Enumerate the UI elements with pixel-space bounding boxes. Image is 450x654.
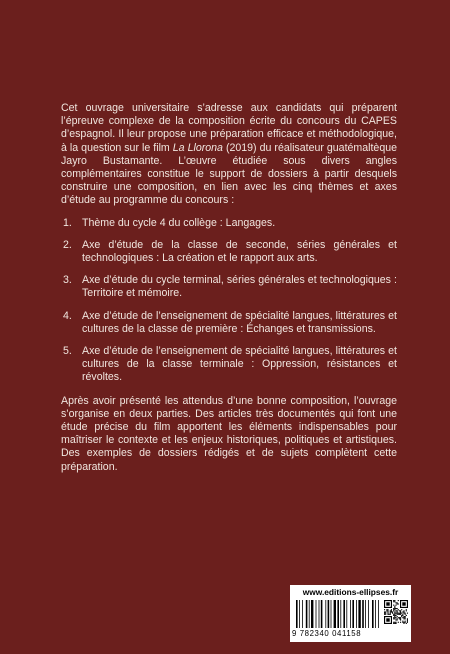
publisher-website: www.editions-ellipses.fr [302, 587, 399, 597]
list-item: 5. Axe d’étude de l’enseignement de spécialité langues, littératures et cultures de la classe terminale : Oppression, résistances et révoltes. [63, 345, 397, 384]
barcode-panel [290, 585, 411, 642]
list-item: 3. Axe d’étude du cycle terminal, séries générales et technologiques : Territoire et mémoire. [63, 274, 397, 300]
list-item: 2. Axe d’étude de la classe de seconde, séries générales et technologiques : La création et le rapport aux arts. [63, 238, 397, 265]
intro-paragraph: Cet ouvrage universitaire s’adresse aux candidats qui préparent l’épreuve complexe de la composition écrite du concours du CAPES d’espagnol. Il leur propose une préparation efficace et méthodologique, à la question sur le film La Llorona (2019) du réalisateur guatémaltèque Jayro Bustamante. L’œuvre étudiée sous divers angles complémentaires constitue le support de dossiers à partir desquels construire une composition, en lien avec les cinq thèmes et axes d’étude au programme du concours : [61, 102, 397, 207]
list-item: 4. Axe d’étude de l’enseignement de spécialité langues, littératures et cultures de la classe de première : Échanges et transmissions. [63, 309, 397, 335]
outro-paragraph: Après avoir présenté les attendus d’une bonne composition, l’ouvrage s’organise en deux parties. Des articles très documentés qui font une étude précise du film apportent les éléments indispensables pour maîtriser le contexte et les enjeux historiques, politiques et artistiques. Des exemples de dossiers rédigés et de sujets complètent cette préparation. [61, 394, 397, 473]
barcode-bars [296, 600, 380, 628]
qr-code-icon [384, 600, 408, 624]
film-title: La Llorona [172, 141, 223, 154]
back-cover-blurb [61, 102, 397, 474]
themes-list [61, 217, 397, 385]
list-item: 1. Thème du cycle 4 du collège : Langages. [63, 216, 276, 229]
isbn-number: 9 782340 041158 [292, 629, 362, 638]
